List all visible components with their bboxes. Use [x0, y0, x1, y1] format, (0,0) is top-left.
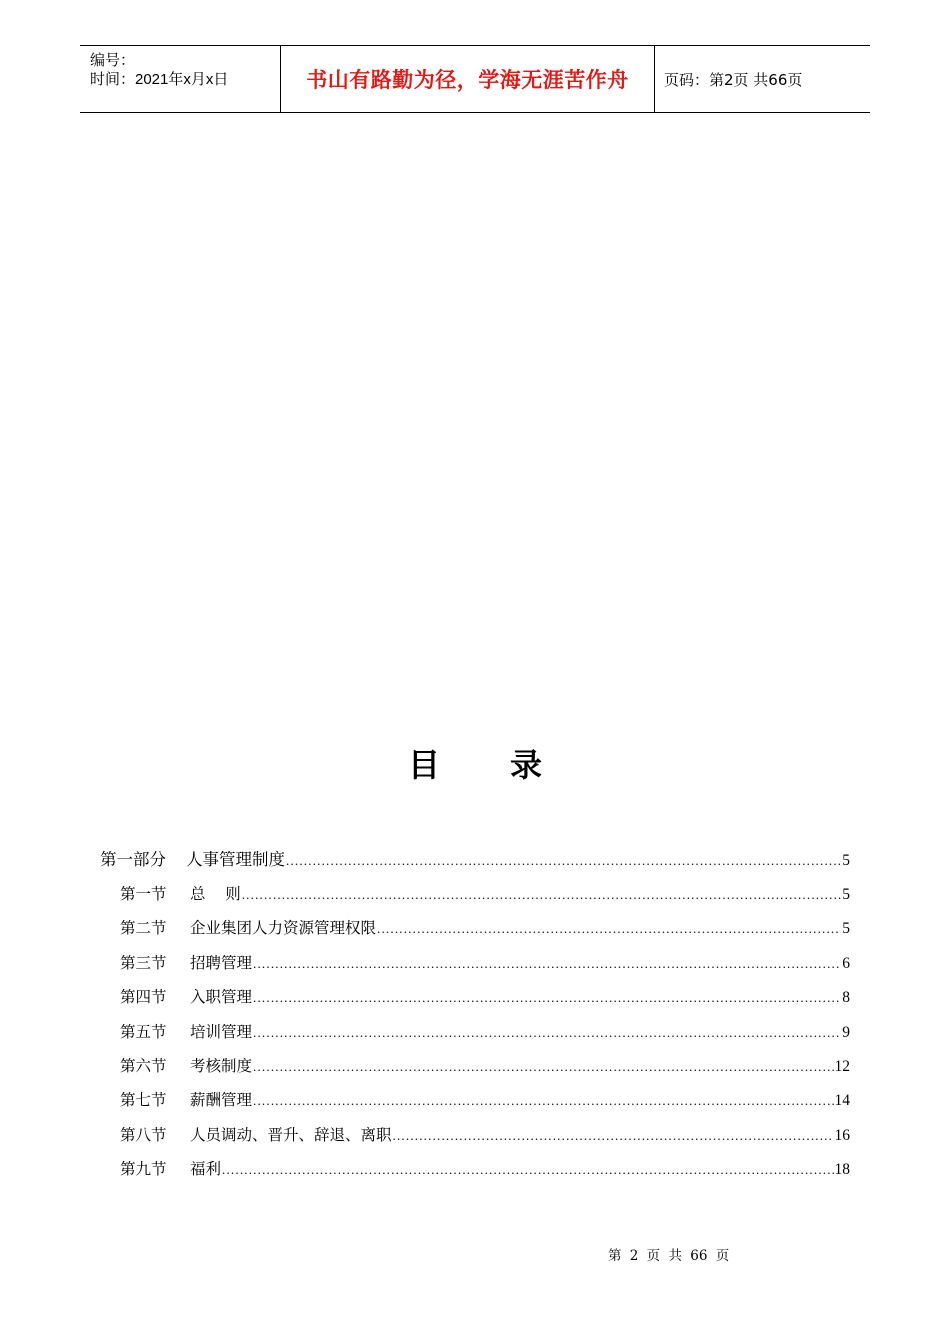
table-of-contents: [100, 846, 850, 1192]
toc-leader-dots: [253, 990, 841, 1006]
toc-title: [0, 740, 950, 786]
toc-leader-dots: [286, 853, 841, 869]
header-meta: [80, 46, 281, 112]
toc-entry-number: 第六节: [120, 1056, 167, 1075]
toc-entry-text: 薪酬管理: [190, 1091, 253, 1110]
toc-entry-section-4[interactable]: [100, 985, 850, 1019]
header-number-label: 编号：: [90, 52, 136, 69]
toc-entry-section-1[interactable]: [100, 882, 850, 916]
toc-entry-section-6[interactable]: [100, 1054, 850, 1088]
toc-leader-dots: [253, 1093, 833, 1109]
toc-entry-text: 企业集团人力资源管理权限: [190, 919, 377, 938]
header-time-label: 时间：2021年x月x日: [90, 71, 229, 88]
header-page-info: 页码：第2页 共66页: [664, 70, 803, 89]
header-motto: 书山有路勤为径，学海无涯苦作舟: [281, 46, 655, 112]
toc-entry-section-9[interactable]: [100, 1157, 850, 1191]
toc-entry-section-8[interactable]: [100, 1123, 850, 1157]
toc-leader-dots: [222, 1162, 833, 1178]
toc-entry-page: 5: [842, 852, 850, 869]
toc-entry-page: 5: [842, 920, 850, 938]
toc-entry-text: 福利: [190, 1160, 222, 1179]
toc-entry-number: 第九节: [120, 1160, 167, 1179]
toc-entry-page: 18: [834, 1161, 850, 1179]
toc-leader-dots: [242, 887, 842, 903]
toc-leader-dots: [253, 956, 841, 972]
toc-entry-page: 16: [834, 1126, 850, 1144]
toc-leader-dots: [253, 1025, 841, 1041]
toc-entry-number: 第七节: [120, 1091, 167, 1110]
toc-entry-section-2[interactable]: [100, 916, 850, 950]
toc-entry-section-3[interactable]: [100, 951, 850, 985]
toc-entry-page: 5: [842, 886, 850, 903]
toc-entry-text: 人员调动、晋升、辞退、离职: [190, 1125, 392, 1144]
toc-entry-number: 第四节: [120, 988, 167, 1007]
toc-entry-page: 8: [842, 989, 850, 1007]
toc-entry-number: 第五节: [120, 1022, 167, 1041]
toc-entry-section-7[interactable]: [100, 1088, 850, 1122]
page-header: [80, 45, 870, 113]
toc-entry-page: 14: [834, 1092, 850, 1110]
toc-entry-page: 12: [834, 1057, 850, 1075]
toc-entry-page: 9: [842, 1023, 850, 1041]
toc-entry-number: 第一节: [120, 885, 167, 903]
toc-title-char-1: 目: [407, 746, 440, 784]
toc-entry-text: 总 则: [190, 885, 241, 903]
toc-entry-number: 第二节: [120, 919, 167, 938]
page-footer: 第 2 页 共 66 页: [608, 1248, 730, 1264]
toc-title-char-2: 录: [510, 746, 543, 784]
toc-entry-text: 招聘管理: [190, 953, 253, 972]
toc-entry-section-5[interactable]: [100, 1020, 850, 1054]
toc-entry-text: 人事管理制度: [186, 850, 285, 869]
toc-entry-number: 第一部分: [100, 850, 166, 869]
toc-leader-dots: [393, 1128, 834, 1144]
toc-entry-text: 入职管理: [190, 988, 253, 1007]
toc-leader-dots: [253, 1059, 833, 1075]
toc-entry-text: 考核制度: [190, 1056, 253, 1075]
toc-entry-text: 培训管理: [190, 1022, 253, 1041]
toc-entry-page: 6: [842, 954, 850, 972]
toc-leader-dots: [377, 921, 841, 937]
toc-entry-number: 第八节: [120, 1125, 167, 1144]
toc-entry-part-1[interactable]: [100, 846, 850, 882]
toc-entry-number: 第三节: [120, 953, 167, 972]
